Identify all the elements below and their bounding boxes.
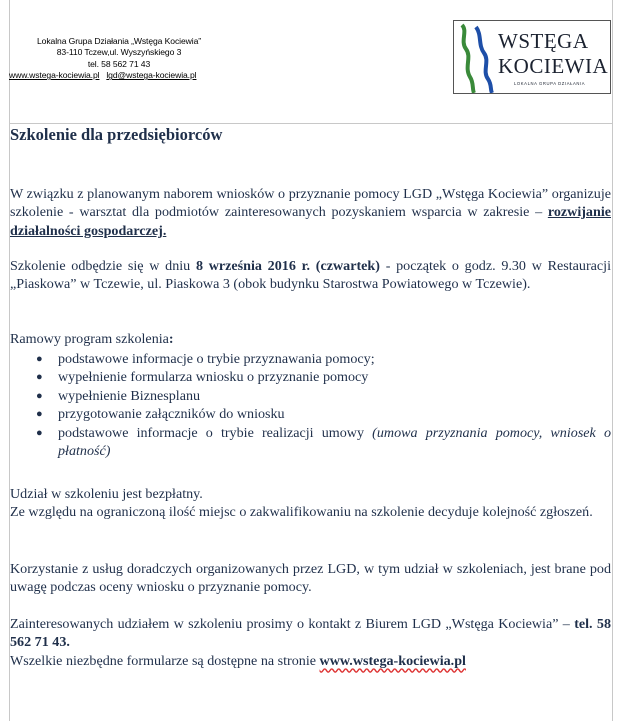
bullet-icon: ● <box>36 389 43 402</box>
contact-line <box>10 615 611 652</box>
list-item-italic-note: (umowa przyznania pomocy, wniosek o płatność) <box>58 424 611 460</box>
intro-highlight: rozwijanie działalności gospodarczej <box>10 204 611 239</box>
intro-text: W związku z planowanym naborem wniosków o przyznanie pomocy LGD „Wstęga Kociewia” organizuje szkolenie - warsztat dla podmiotów zainteresowanych pozyskaniem wsparcia w zakresie – <box>10 186 611 221</box>
website-link[interactable]: www.wstega-kociewia.pl <box>9 70 100 81</box>
contact-paragraph <box>10 615 611 670</box>
program-heading-colon: : <box>168 331 174 347</box>
bullet-icon: ● <box>36 408 43 421</box>
list-item <box>10 350 611 368</box>
event-date: 8 września 2016 r. (czwartek) <box>195 258 380 274</box>
list-item-text: wypełnienie formularza wniosku o przyznanie pomocy <box>58 369 369 386</box>
list-item <box>10 387 611 405</box>
forms-text: Wszelkie niezbędne formularze są dostępne na stronie <box>10 652 320 669</box>
forms-line <box>10 652 611 670</box>
bullet-icon: ● <box>36 426 43 439</box>
list-item <box>10 424 611 461</box>
contact-end: . <box>66 634 70 651</box>
program-list <box>10 350 611 460</box>
org-phone: tel. 58 562 71 43 <box>87 58 151 69</box>
list-item <box>10 368 611 386</box>
header-links <box>9 70 229 81</box>
logo <box>453 20 611 94</box>
header-contact <box>9 36 229 82</box>
intro-end: . <box>162 222 167 239</box>
contact-phone: tel. 58 562 71 43 <box>10 616 611 651</box>
program-heading <box>10 330 611 348</box>
bullet-icon: ● <box>36 353 43 365</box>
list-item <box>10 405 611 423</box>
details-paragraph <box>10 257 611 294</box>
free-line2: Ze względu na ograniczoną ilość miejsc o zakwalifikowaniu na szkolenie decyduje kolejność zgłoszeń. <box>10 504 593 521</box>
contact-text: Zainteresowanych udziałem w szkoleniu prosimy o kontakt z Biurem LGD „Wstęga Kociewia” – <box>10 616 575 632</box>
ribbon-icon <box>456 21 496 93</box>
details-text2: - początek o godz. 9.30 w Restauracji „Piaskowa” w Tczewie, ul. Piaskowa 3 (obok budynku Starostwa Powiatowego w Tczewie). <box>10 258 611 293</box>
header-divider <box>9 123 613 124</box>
free-line1: Udział w szkoleniu jest bezpłatny. <box>10 486 203 502</box>
bullet-icon: ● <box>36 371 43 384</box>
list-item-text: przygotowanie załączników do wniosku <box>58 406 285 423</box>
page-title: Szkolenie dla przedsiębiorców <box>10 125 223 144</box>
logo-line2: KOCIEWIA <box>498 54 609 78</box>
org-name: Lokalna Grupa Działania „Wstęga Kociewia” <box>36 36 202 46</box>
logo-line1: WSTĘGA <box>498 29 589 53</box>
advisory-paragraph: Korzystanie z usług doradczych organizowanych przez LGD, w tym udział w szkoleniach, jest brane pod uwagę podczas oceny wniosku o przyznanie pomocy. <box>10 561 611 596</box>
intro-paragraph <box>10 185 611 240</box>
list-item-text: podstawowe informacje o trybie przyznawania pomocy; <box>58 351 375 367</box>
forms-link[interactable]: www.wstega-kociewia.pl <box>319 652 466 669</box>
list-item-text: podstawowe informacje o trybie realizacji umowy <box>58 424 365 441</box>
details-text1: Szkolenie odbędzie się w dniu <box>10 258 196 274</box>
logo-subtitle: LOKALNA GRUPA DZIAŁANIA <box>514 81 586 86</box>
email-link[interactable]: lgd@wstega-kociewia.pl <box>106 70 197 81</box>
org-address: 83-110 Tczew,ul. Wyszyńskiego 3 <box>56 47 182 58</box>
list-item-text: wypełnienie Biznesplanu <box>58 387 201 404</box>
program-heading-text: Ramowy program szkolenia <box>10 331 169 347</box>
free-paragraph <box>10 485 611 522</box>
